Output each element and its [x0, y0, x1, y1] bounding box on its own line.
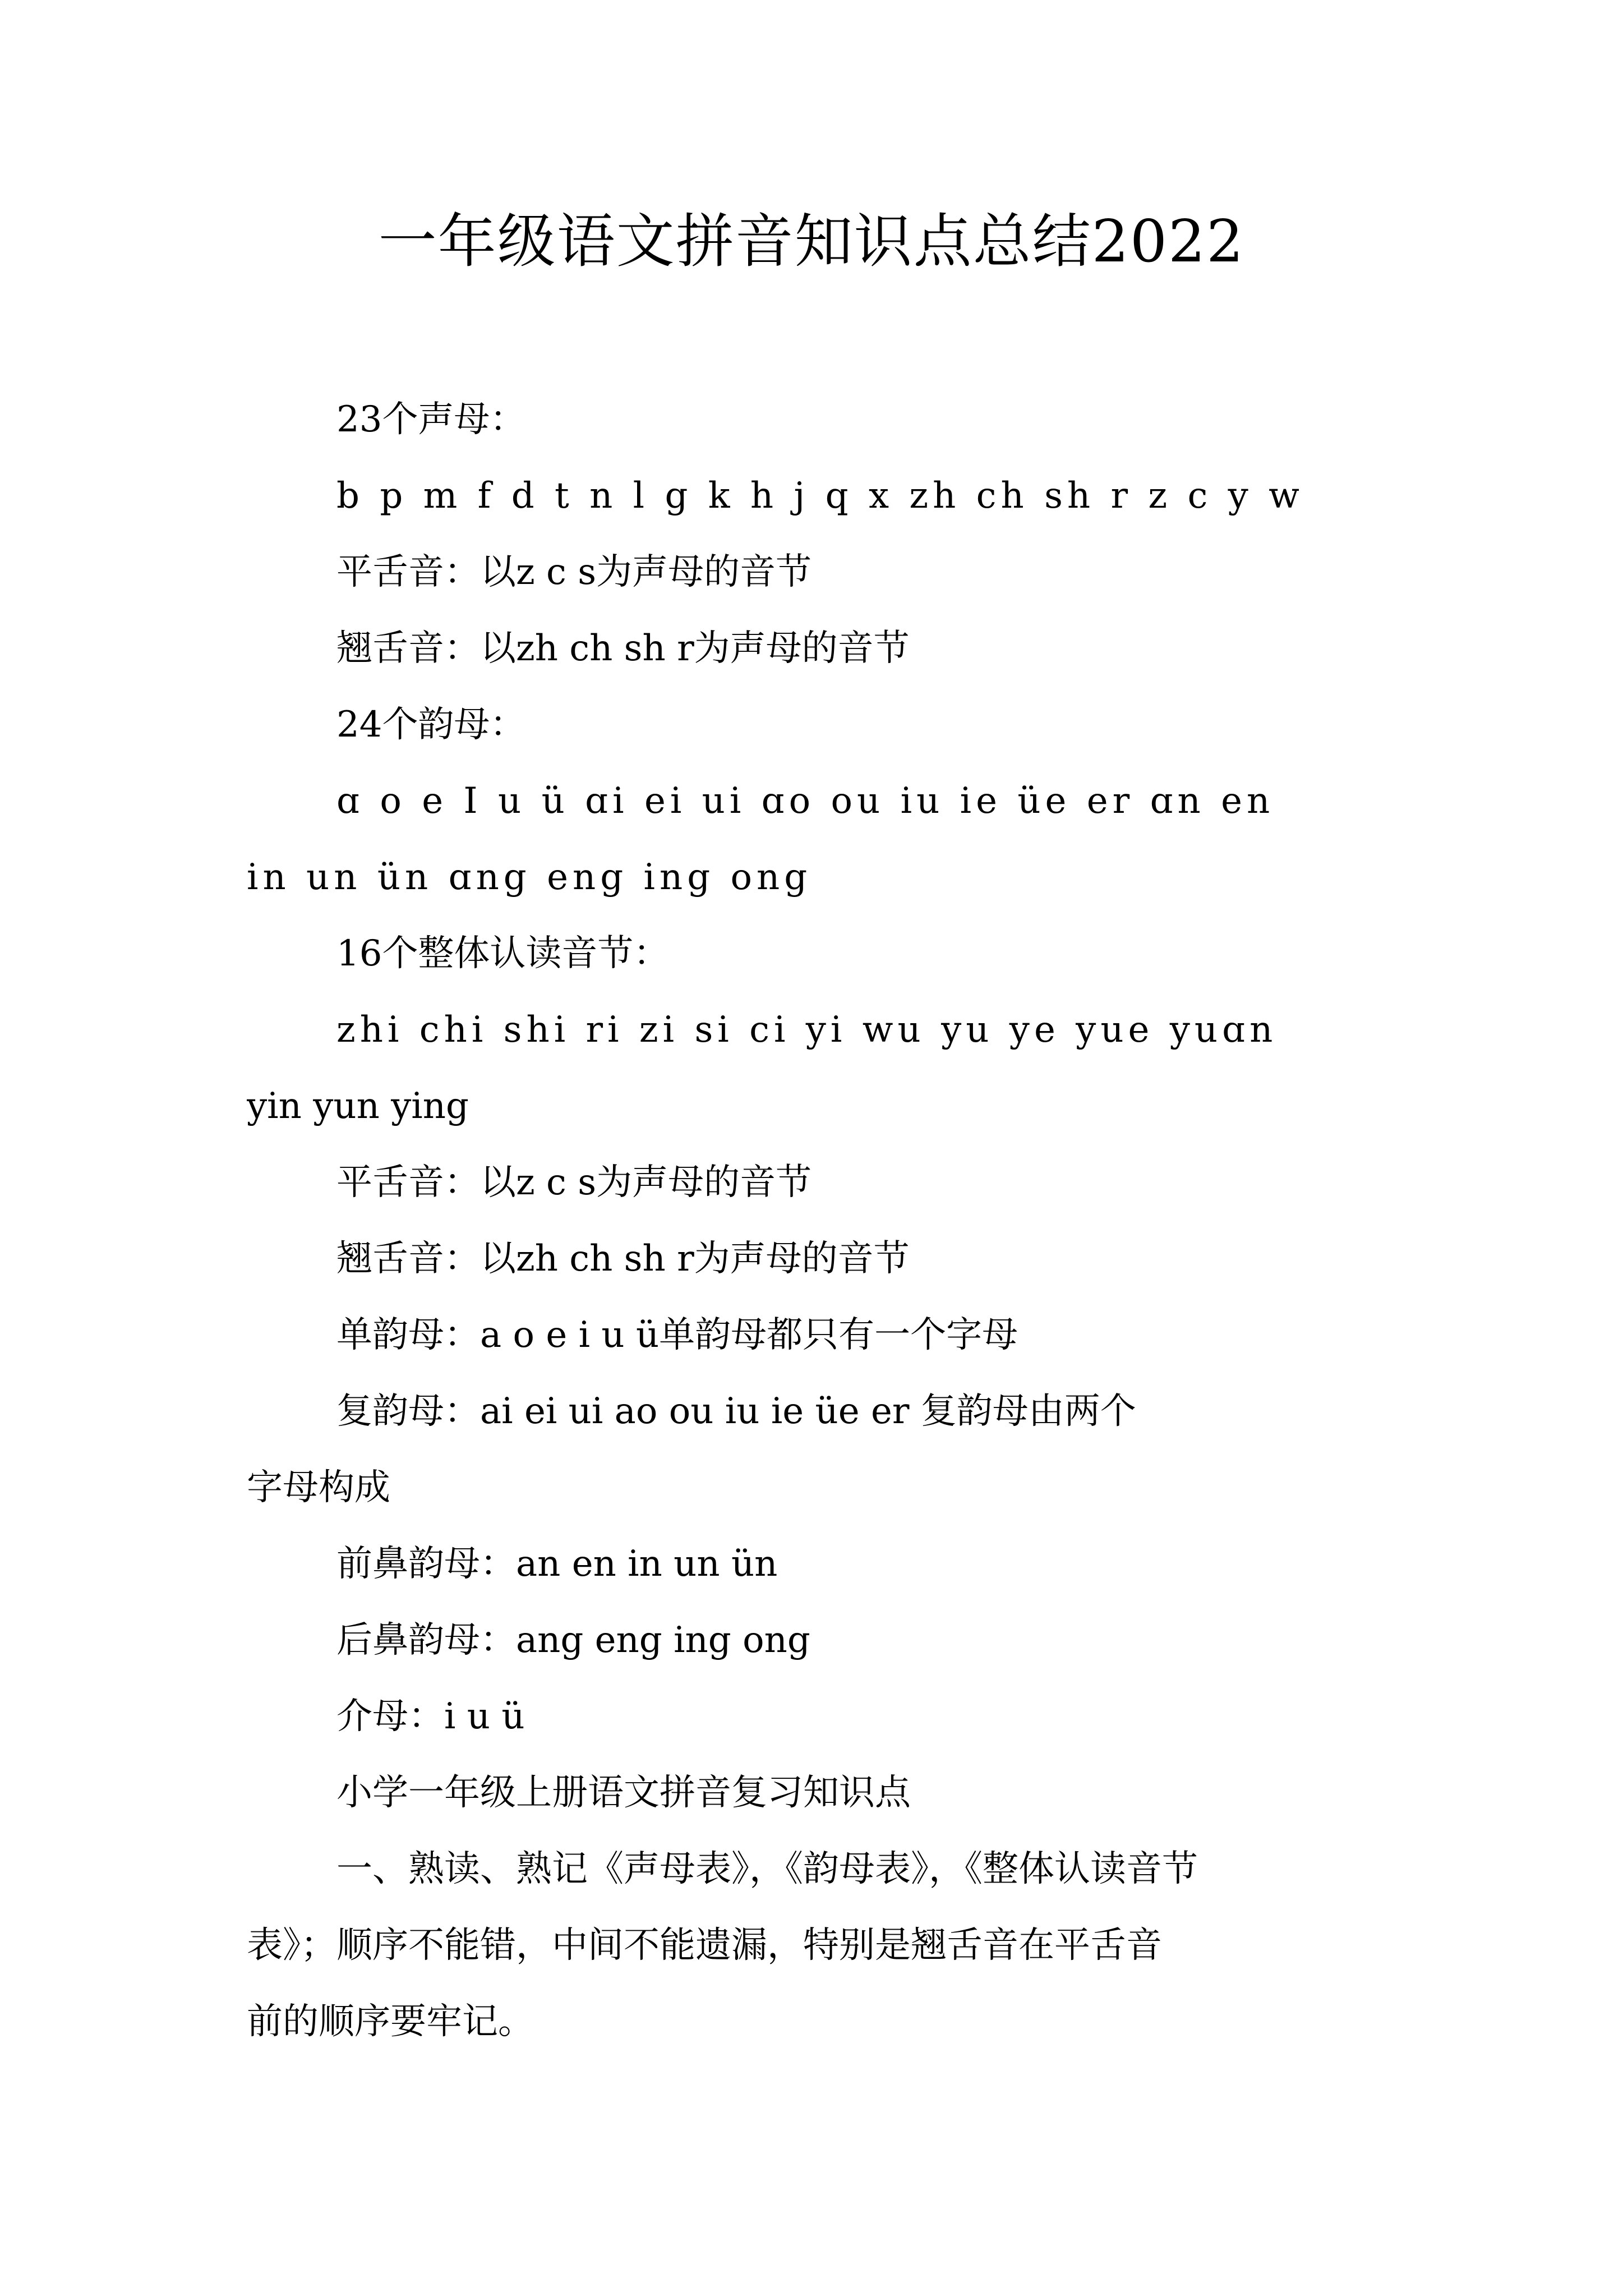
paragraph-line: 前的顺序要牢记。 [247, 2001, 534, 2042]
paragraph-line: 翘舌音：以zh ch sh r为声母的音节 [336, 628, 910, 669]
paragraph-line: in un ün ɑng eng ing ong [247, 857, 812, 898]
paragraph-line: 介母：i u ü [336, 1696, 525, 1737]
paragraph-line: 16个整体认读音节： [336, 933, 670, 974]
paragraph-line: 23个声母： [336, 399, 526, 440]
paragraph-line: 字母构成 [247, 1467, 390, 1508]
document-title: 一年级语文拼音知识点总结2022 [378, 207, 1245, 275]
document-body [247, 381, 1391, 2060]
paragraph-line: 24个韵母： [336, 704, 526, 746]
paragraph-line: 前鼻韵母：an en in un ün [336, 1543, 778, 1585]
paragraph-line: ɑ o e I u ü ɑi ei ui ɑo ou iu ie üe er ɑn en [336, 780, 1275, 822]
paragraph-line: 表》；顺序不能错，中间不能遗漏，特别是翘舌音在平舌音 [247, 1925, 1162, 1966]
paragraph-line: 平舌音：以z c s为声母的音节 [336, 1162, 812, 1203]
paragraph-line: b p m f d t n l g k h j q x zh ch sh r z c y w [336, 475, 1304, 517]
paragraph-line: 后鼻韵母：ang eng ing ong [336, 1619, 810, 1661]
paragraph-line: zhi chi shi ri zi si ci yi wu yu ye yue yuɑn [336, 1009, 1278, 1051]
paragraph-line: 复韵母：ai ei ui ao ou iu ie üe er 复韵母由两个 [336, 1391, 1136, 1432]
paragraph-line: 单韵母：a o e i u ü单韵母都只有一个字母 [336, 1314, 1018, 1356]
paragraph-line: 一、熟读、熟记《声母表》，《韵母表》，《整体认读音节 [336, 1848, 1198, 1890]
paragraph-line: 平舌音：以z c s为声母的音节 [336, 551, 812, 593]
paragraph-line: 小学一年级上册语文拼音复习知识点 [336, 1772, 911, 1814]
paragraph-line: 翘舌音：以zh ch sh r为声母的音节 [336, 1238, 910, 1280]
paragraph-line: yin yun ying [247, 1085, 469, 1127]
